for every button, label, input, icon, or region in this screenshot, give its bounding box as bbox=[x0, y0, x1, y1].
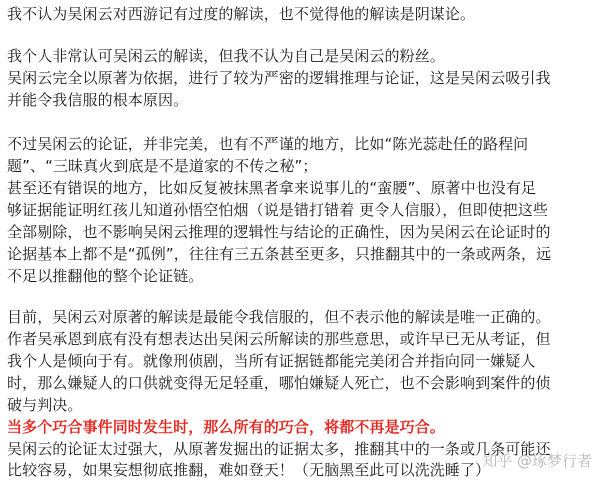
paragraph-line: 我不认为吴闲云对西游记有过度的解读，也不觉得他的解读是阴谋论。 bbox=[7, 5, 476, 23]
paragraph-line: 吴闲云完全以原著为依据，进行了较为严密的逻辑推理与论证，这是吴闲云吸引我 bbox=[7, 69, 551, 87]
paragraph-line: 全部剔除，也不影响吴闲云推理的逻辑性与结论的正确性，因为吴闲云在论证时的 bbox=[7, 223, 551, 241]
paragraph-line: 论据基本上都不是“孤例”，往往有三五条甚至更多，只推翻其中的一条或两条，远 bbox=[7, 245, 552, 263]
paragraph-line: 题”、“三昧真火到底是不是道家的不传之秘”； bbox=[7, 157, 318, 175]
paragraph-line: 并能令我信服的根本原因。 bbox=[7, 91, 189, 109]
zhihu-watermark: 知乎 @琢梦行者 bbox=[482, 452, 592, 470]
paragraph-line: 够证据能证明红孩儿知道孙悟空怕烟（说是错打错着 更令人信服），但即使把这些 bbox=[7, 201, 548, 219]
paragraph-line: 我个人非常认可吴闲云的解读，但我不认为自己是吴闲云的粉丝。 bbox=[7, 47, 445, 65]
paragraph-line: 甚至还有错误的地方，比如反复被抹黑者拿来说事儿的“蛮腰”、原著中也没有足 bbox=[7, 179, 537, 197]
paragraph-line: 目前，吴闲云对原著的解读是最能令我信服的，但不表示他的解读是唯一正确的。 bbox=[7, 308, 551, 326]
highlight-line: 当多个巧合事件同时发生时，那么所有的巧合，将都不再是巧合。 bbox=[7, 418, 445, 436]
paragraph-line: 我个人是倾向于有。就像刑侦剧，当所有证据链都能完美闭合并指向同一嫌疑人 bbox=[7, 352, 536, 370]
paragraph-line: 破与判决。 bbox=[7, 396, 83, 414]
paragraph-line: 比较容易，如果妄想彻底推翻，难如登天！（无脑黑至此可以洗洗睡了） bbox=[7, 461, 491, 479]
paragraph-line: 不过吴闲云的论证，并非完美，也有不严谨的地方，比如“陈光蕊赴任的路程问 bbox=[7, 135, 529, 153]
paragraph-line: 吴闲云的论证太过强大，从原著发掘出的证据太多，推翻其中的一条或几条可能还 bbox=[7, 440, 551, 458]
paragraph-line: 不足以推翻他的整个论证链。 bbox=[7, 267, 204, 285]
paragraph-line: 时，那么嫌疑人的口供就变得无足轻重，哪怕嫌疑人死亡，也不会影响到案件的侦 bbox=[7, 374, 551, 392]
paragraph-line: 作者吴承恩到底有没有想表达出吴闲云所解读的那些意思，或许早已无从考证，但 bbox=[7, 330, 551, 348]
